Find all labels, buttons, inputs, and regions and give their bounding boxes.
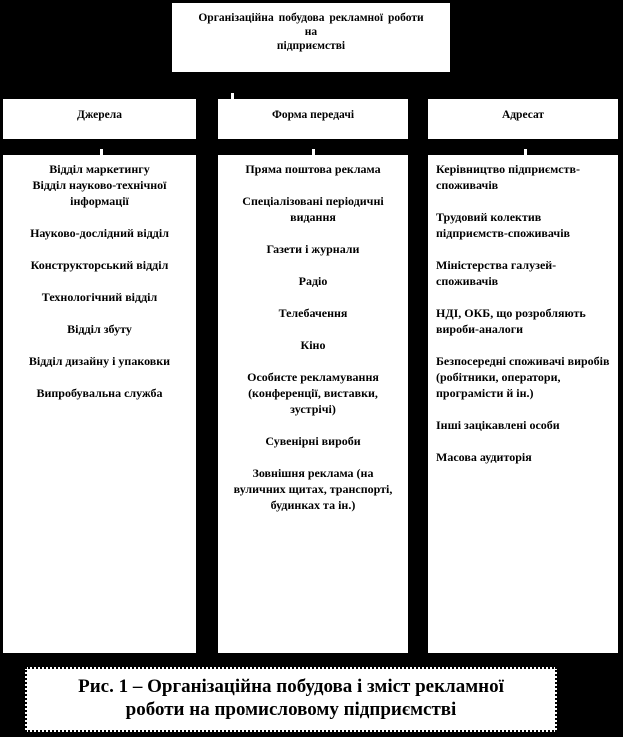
list-item: Керівництво підприємств-споживачів — [436, 162, 580, 192]
column-sources — [3, 155, 196, 653]
list-item: Науково-дослідний відділ — [30, 226, 169, 240]
caption-line: Рис. 1 – Організаційна побудова і зміст рекламної — [78, 676, 504, 697]
title-box — [172, 3, 450, 72]
list-item: Сувенірні вироби — [265, 434, 361, 448]
column-header-addressee: Адресат — [428, 99, 618, 139]
list-item: Відділ дизайну і упаковки — [28, 354, 171, 368]
list-item: Випробувальна служба — [36, 386, 163, 400]
list-item: Газети і журнали — [266, 242, 360, 256]
column-header-transfer-form: Форма передачі — [218, 99, 408, 139]
title-line: на — [304, 26, 318, 38]
column-header-sources: Джерела — [3, 99, 196, 139]
list-item: Відділ науково-технічної інформації — [32, 178, 167, 208]
list-item: Відділ маркетингу — [49, 162, 150, 176]
figure-caption — [25, 667, 557, 732]
list-item: Кіно — [300, 338, 326, 352]
list-item: Зовнішня реклама (на вуличних щитах, транспорті, будинках та ін.) — [233, 466, 393, 512]
list-item: Технологічний відділ — [41, 290, 158, 304]
title-line: Організаційна побудова рекламної роботи — [198, 12, 424, 24]
list-item: Масова аудиторія — [436, 450, 532, 464]
list-item: Пряма поштова реклама — [245, 162, 381, 176]
list-item: Безпосередні споживачі виробів (робітники, оператори, програмісти й ін.) — [436, 354, 610, 400]
column-addressee — [428, 155, 618, 653]
caption-line: роботи на промисловому підприємстві — [125, 699, 457, 720]
list-item: Міністерства галузей-споживачів — [436, 258, 557, 288]
list-item: Інші зацікавлені особи — [436, 418, 560, 432]
column-transfer-form — [218, 155, 408, 653]
list-item: Особисте рекламування (конференції, виставки, зустрічі) — [247, 370, 379, 416]
title-line: підприємстві — [276, 40, 346, 52]
list-item: Конструкторський відділ — [30, 258, 169, 272]
list-item: Спеціалізовані періодичні видання — [242, 194, 384, 224]
list-item: Радіо — [298, 274, 328, 288]
list-item: Відділ збуту — [67, 322, 132, 336]
list-item: Телебачення — [278, 306, 348, 320]
list-item: НДІ, ОКБ, що розробляють вироби-аналоги — [436, 306, 586, 336]
list-item: Трудовий колектив підприємств-споживачів — [436, 210, 571, 240]
